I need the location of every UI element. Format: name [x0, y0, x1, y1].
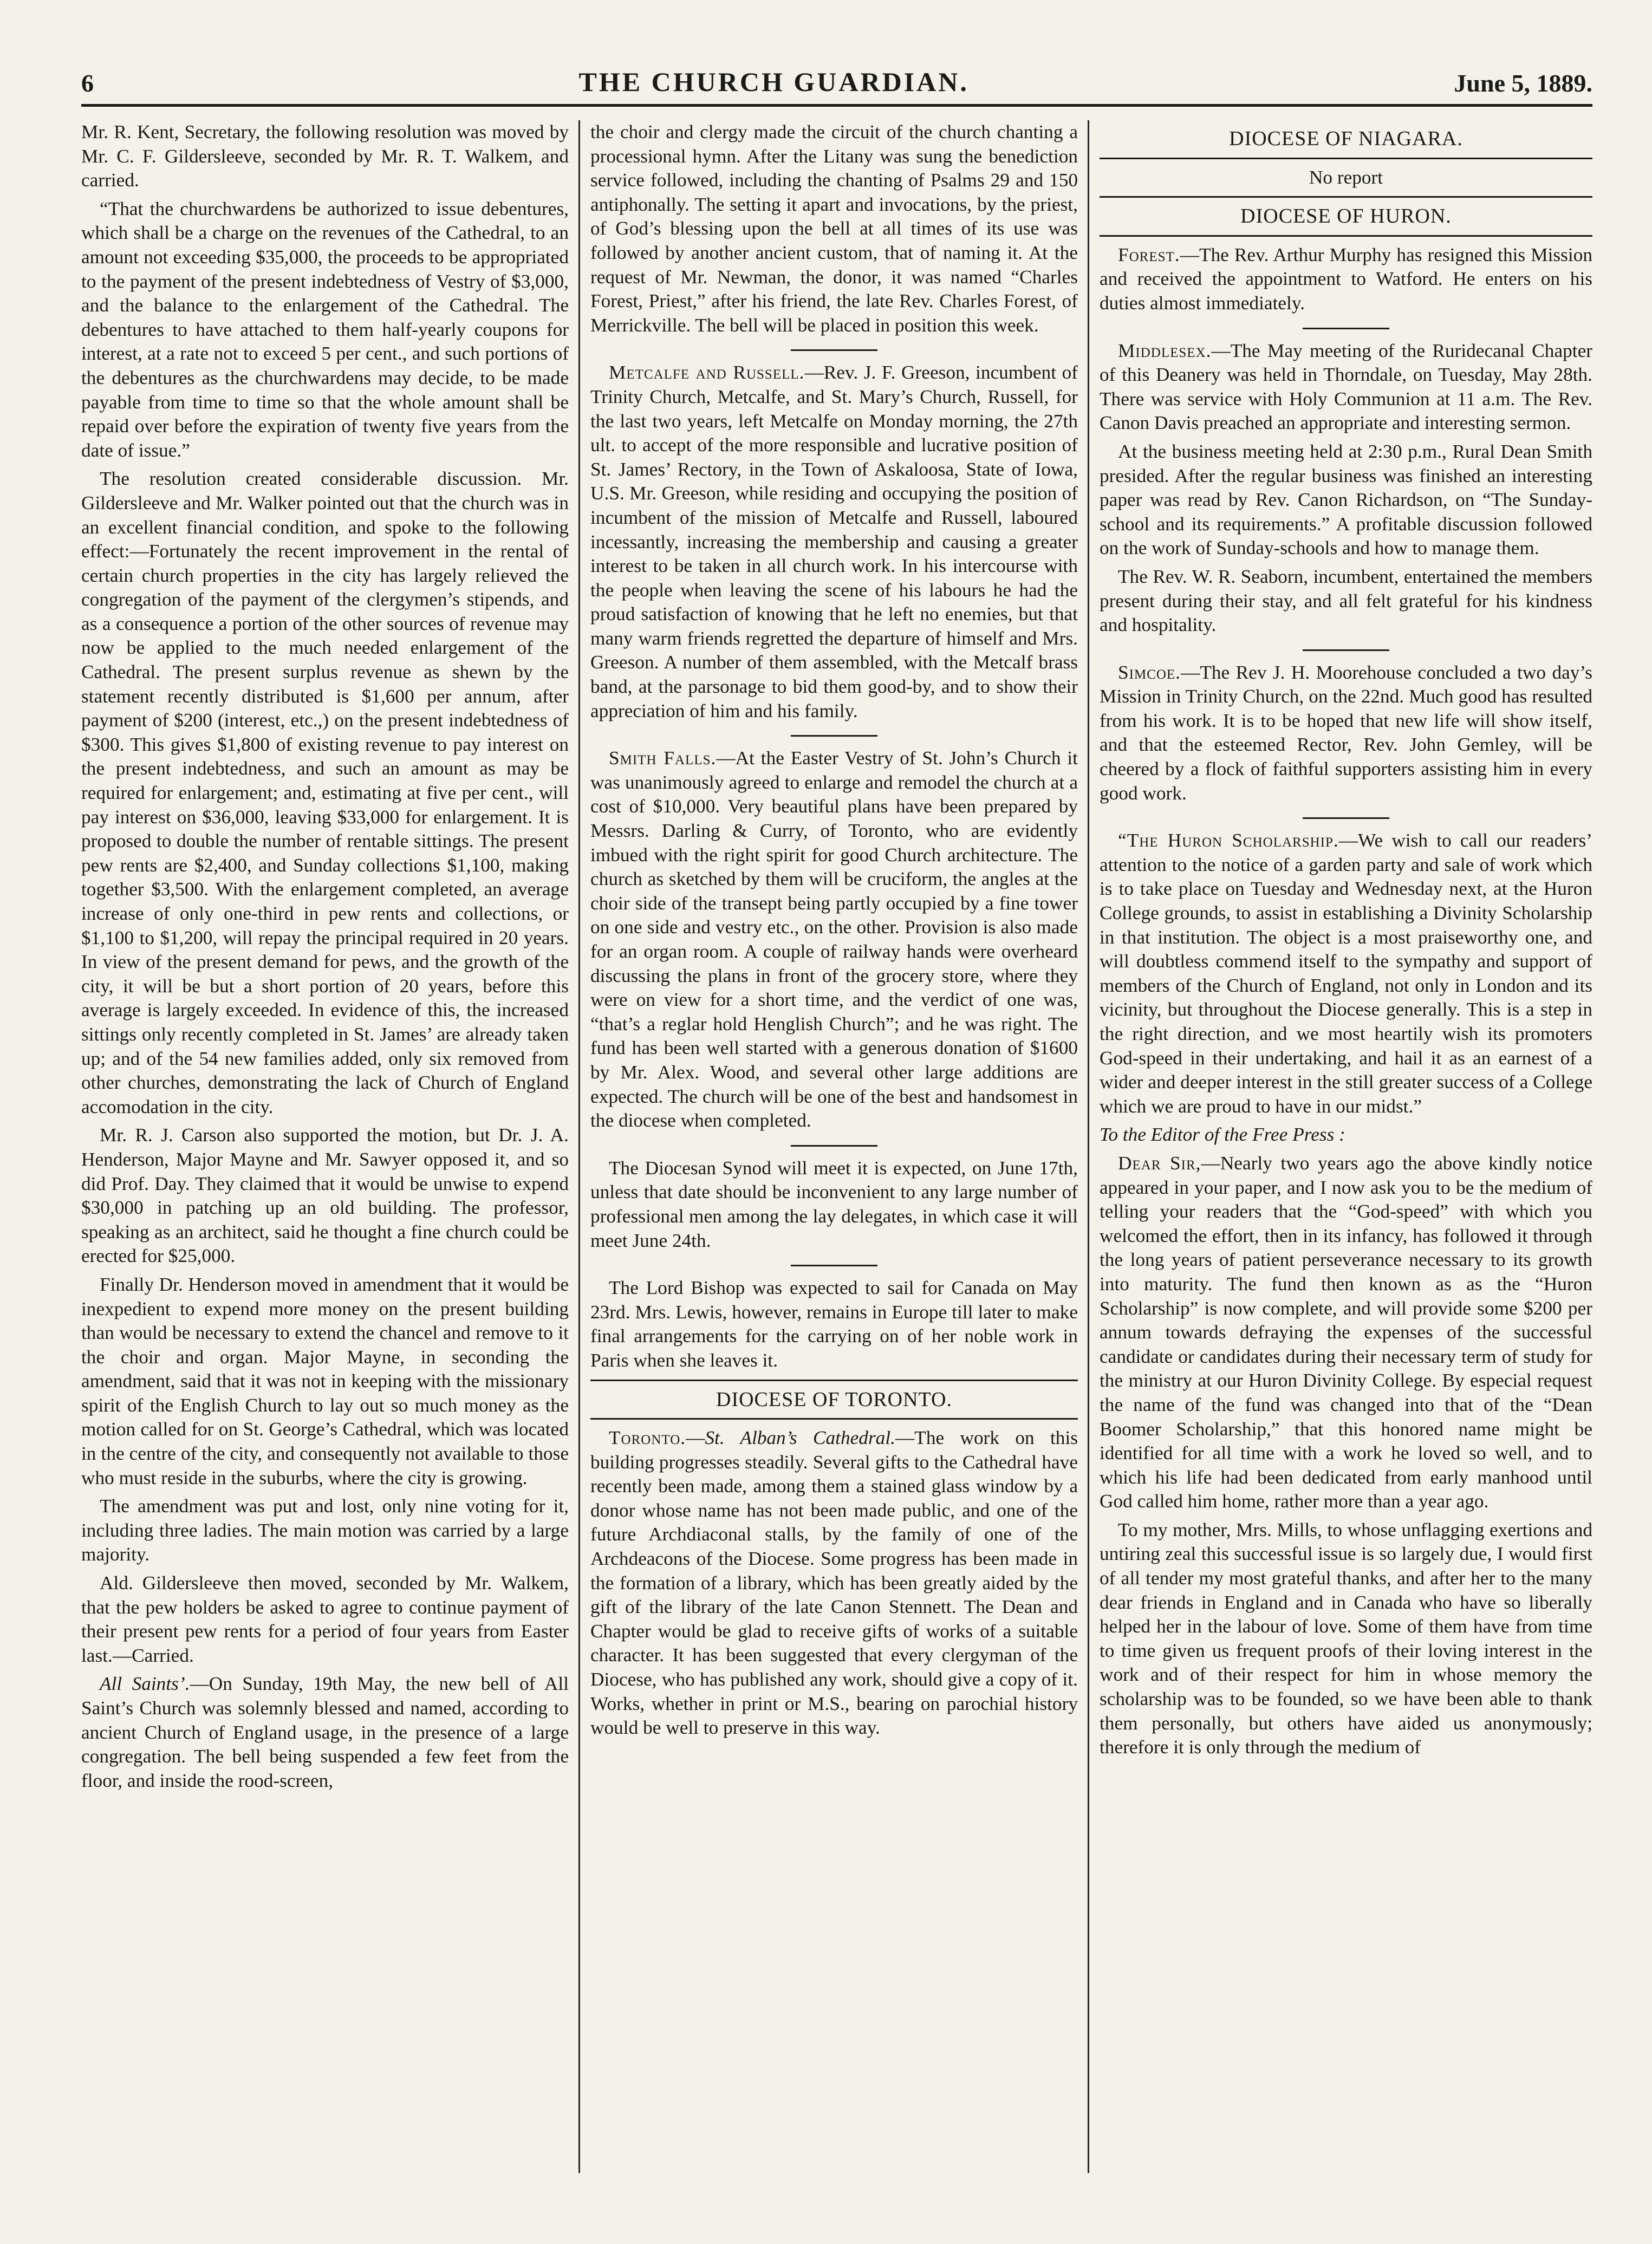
masthead-rule	[81, 104, 1592, 107]
section-divider	[791, 349, 877, 351]
paragraph: To my mother, Mrs. Mills, to whose unflagging exertions and untiring zeal this successful issue is so largely due, I would first of all tender my most grateful thanks, and after her to the many dear friends in England and in Canada who have so liberally helped her in the labour of love. Some of them have from time to time given us frequent proofs of their loving interest in the work and of their respect for him in whose memory the scholarship was to be founded, so we have been able to thank them personally, but others have aided us anonymously; therefore it is only through the medium of	[1100, 1519, 1592, 1758]
article-lead: Simcoe.	[1118, 661, 1181, 683]
paragraph: The amendment was put and lost, only nine voting for it, including three ladies. The main motion was carried by a large majority.	[81, 1495, 569, 1565]
article-lead: “The Huron Scholarship.	[1118, 830, 1339, 851]
article-body: —On Sunday, 19th May, the new bell of All Saint’s Church was solemnly blessed and named, according to ancient Church of England usage, in the presence of a large congregation. The bell being suspended a few feet from the floor, and inside the rood-screen,	[81, 1673, 569, 1791]
paragraph: The resolution created considerable discussion. Mr. Gildersleeve and Mr. Walker pointed out that the church was in an excellent financial condition, and spoke to the following effect:—Fortunately the recent improvement in the rental of certain church properties in the city has largely relieved the congregation of the payment of the clergymen’s stipends, and as a consequence a portion of the other sources of revenue may now be applied to the much needed enlargement of the Cathedral. The present surplus revenue as shewn by the statement recently distributed is $1,600 per annum, after payment of $200 (interest, etc.,) on the present indebtedness of $300. This gives $1,800 of existing revenue to pay interest on the present indebtedness, and such an amount as may be required for enlargement; and, estimating at five per cent., will pay interest on $36,000, leaving $33,000 for enlargement. It is proposed to double the number of rentable sittings. The present pew rents are $2,400, and Sunday collections $1,100, making together $3,500. With the enlargement completed, an average increase of only one-third in pew rents and collections, or $1,100 to $1,200, will repay the principal required in 20 years. In view of the present demand for pews, and the growth of the city, it will be but a short portion of 20 years, before this average is largely exceeded. In evidence of this, the increased sittings only recently completed in St. James’ are already taken up; and of the 54 new families added, only six removed from other churches, demonstrating the lack of Church of England accomodation in the city.	[81, 468, 569, 1117]
article-body: —The Rev. Arthur Murphy has resigned this Mission and received the appointment to Watford. He enters on his duties almost immediately.	[1100, 244, 1592, 314]
article-body: —We wish to call our readers’ attention to the notice of a garden party and sale of work which is to take place on Tuesday and Wednesday next, at the Huron College grounds, to assist in establishing a Divinity Scholarship in that institution. The object is a most praiseworthy one, and will doubtless commend itself to the sympathy and support of members of the Church of England, not only in London and its vicinity, but throughout the Diocese generally. This is a step in the right direction, and we most heartily wish its promoters God-speed in their undertaking, and hail it as an earnest of a wider and deeper interest in the still greater success of a College which we are proud to have in our midst.”	[1100, 830, 1592, 1117]
column-rule	[1088, 120, 1089, 2173]
column-1	[81, 120, 569, 2173]
article-simcoe	[1100, 661, 1592, 806]
paragraph: Mr. R. Kent, Secretary, the following resolution was moved by Mr. C. F. Gildersleeve, seconded by Mr. R. T. Walkem, and carried.	[81, 121, 569, 191]
article-smith-falls	[590, 746, 1078, 1133]
article-body: —The work on this building progresses steadily. Several gifts to the Cathedral have recently been made, among them a stained glass window by a donor whose name has not been made public, and one of the future Archdiaconal stalls, by the family of one of the Archdeacons of the Diocese. Some progress has been made in the formation of a library, which has been greatly aided by the gift of the library of the late Canon Stennett. The Dean and Chapter would be glad to receive gifts of works of a suitable character. It has been suggested that every clergyman of the Diocese, who has published any work, should give a copy of it. Works, whether in print or M.S., bearing on parochial history would be well to preserve in this way.	[590, 1427, 1078, 1739]
paragraph: the choir and clergy made the circuit of the church chanting a processional hymn. After the Litany was sung the benediction service followed, including the chanting of Psalms 29 and 150 antiphonally. The setting it apart and invocations, by the priest, of God’s blessing upon the bell at all times of its use was followed by another ancient custom, that of naming it. At the request of Mr. Newman, the donor, it was named “Charles Forest, Priest,” after his friend, the late Rev. Charles Forest, of Merrickville. The bell will be placed in position this week.	[590, 121, 1078, 336]
article-lead: Smith Falls.	[609, 747, 717, 769]
page-number: 6	[81, 69, 94, 97]
heading-diocese-toronto: DIOCESE OF TORONTO.	[716, 1388, 952, 1411]
paragraph: At the business meeting held at 2:30 p.m., Rural Dean Smith presided. After the regular business was finished an interesting paper was read by Rev. Canon Richardson, on “The Sunday-school and its requirements.” A profitable discussion followed on the work of Sunday-schools and how to manage them.	[1100, 440, 1592, 559]
section-rule	[1100, 235, 1592, 237]
article-lead: Forest.	[1118, 244, 1180, 265]
paragraph: The Diocesan Synod will meet it is expected, on June 17th, unless that date should be inconvenient to any large number of professional men among the lay delegates, in which case it will meet June 24th.	[590, 1157, 1078, 1251]
section-divider	[791, 1145, 877, 1147]
section-rule	[590, 1380, 1078, 1381]
paragraph: The Lord Bishop was expected to sail for Canada on May 23rd. Mrs. Lewis, however, remains in Europe till later to make final arrangements for the carrying on of her noble work in Paris when she leaves it.	[590, 1277, 1078, 1371]
section-rule	[1100, 196, 1592, 198]
article-lead: All Saints’.	[100, 1673, 190, 1695]
article-body: —The May meeting of the Ruridecanal Chapter of this Deanery was held in Thorndale, on Tuesday, May 28th. There was service with Holy Communion at 11 a.m. The Rev. Canon Davis preached an appropriate and interesting sermon.	[1100, 340, 1592, 434]
newspaper-title: THE CHURCH GUARDIAN.	[578, 67, 969, 97]
letter-salutation-editor: To the Editor of the Free Press :	[1100, 1124, 1345, 1146]
paragraph: The Rev. W. R. Seaborn, incumbent, entertained the members present during their stay, and all felt grateful for his kindness and hospitality.	[1100, 565, 1592, 636]
article-toronto: Toronto.—St. Alban’s Cathedral.—The work on this building progresses steadily. Several gifts to the Cathedral have recently been made, among them a stained glass window by a donor whose name has not been made public, and one of the future Archdiaconal stalls, by the family of one of the Archdeacons of the Diocese. Some progress has been made in the formation of a library, which has been greatly aided by the gift of the library of the late Canon Stennett. The Dean and Chapter would be glad to receive gifts of works of a suitable character. It has been suggested that every clergyman of the Diocese, who has published any work, should give a copy of it. Works, whether in print or M.S., bearing on parochial history would be well to preserve in this way.	[590, 1427, 1078, 1739]
article-huron-scholarship	[1100, 829, 1592, 1118]
article-body: —Nearly two years ago the above kindly notice appeared in your paper, and I now ask you to be the medium of telling your readers that the “God-speed” with which you welcomed the effort, then in its infancy, has followed it through the long years of patient perseverance necessary to its growth into maturity. The fund then known as as the “Huron Scholarship” is now complete, and will provide some $200 per annum towards defraying the expenses of the successful candidate or candidates during their necessary term of study for the ministry at our Huron Divinity College. By especial request the name of the fund was changed into that of the “Dean Boomer Scholarship,” that this honored name might be identified for all time with a work he loved so well, and to which his life had been dedicated from early manhood until God called him home, rather more than a year ago.	[1100, 1152, 1592, 1512]
section-rule	[590, 1418, 1078, 1420]
masthead	[81, 54, 1592, 97]
paragraph: Mr. R. J. Carson also supported the motion, but Dr. J. A. Henderson, Major Mayne and Mr. Sawyer opposed it, and so did Prof. Day. They claimed that it would be unwise to expend $30,000 in patching up an old building. The professor, speaking as an architect, said he thought a fine church could be erected for $25,000.	[81, 1124, 569, 1267]
article-body: —Rev. J. F. Greeson, incumbent of Trinity Church, Metcalfe, and St. Mary’s Church, Russell, for the last two years, left Metcalfe on Monday morning, the 27th ult. to accept of the more responsible and lucrative position of St. James’ Rectory, in the Town of Askaloosa, State of Iowa, U.S. Mr. Greeson, while residing and occupying the position of incumbent of the mission of Metcalfe and Russell, laboured incessantly, increasing the membership and causing a greater interest to be taken in all church work. In his intercourse with the people when leaving the scene of his labours he had the proud satisfaction of knowing that he left no enemies, but that many warm friends regretted the departure of himself and Mrs. Greeson. A number of them assembled, with the Metcalf brass band, at the parsonage to bid them good-by, and to show their appreciation of him and his family.	[590, 362, 1078, 721]
article-all-saints	[81, 1672, 569, 1793]
section-divider	[791, 735, 877, 737]
heading-diocese-huron: DIOCESE OF HURON.	[1240, 205, 1452, 228]
article-lead: Dear Sir,	[1118, 1152, 1201, 1174]
article-sublead: St. Alban’s Cathedral.	[705, 1427, 895, 1449]
section-divider	[791, 1265, 877, 1266]
column-2	[590, 120, 1078, 2173]
resolution-text: “That the churchwardens be authorized to issue debentures, which shall be a charge on the revenues of the Cathedral, to an amount not exceeding $35,000, the proceeds to be appropriated to the payment of the present indebtedness of Vestry of $3,000, and the balance to the enlargement of the Cathedral. The debentures to have attached to them half-yearly coupons for interest, at a rate not to exceed 5 per cent., and such portions of the debentures as the churchwardens may decide, to be made payable from time to time so that the whole amount shall be repaid over before the expiration of twenty five years from the date of issue.”	[81, 198, 569, 461]
heading-diocese-niagara: DIOCESE OF NIAGARA.	[1229, 127, 1463, 150]
letter-body	[1100, 1152, 1592, 1514]
paragraph: Finally Dr. Henderson moved in amendment that it would be inexpedient to expend more money on the present building than would be necessary to extend the chancel and remove to it the choir and organ. Major Mayne, in seconding the amendment, said that it was not in keeping with the missionary spirit of the English Church to lay out so much money as the motion called for on St. George’s Cathedral, which was located in the centre of the city, and consequently not available to those who must reside in the suburbs, where the city is growing.	[81, 1273, 569, 1488]
article-lead: Middlesex.	[1118, 340, 1212, 361]
column-rule	[578, 120, 580, 2173]
niagara-note: No report	[1309, 166, 1383, 188]
article-lead: Metcalfe and Russell.	[609, 362, 805, 383]
issue-date: June 5, 1889.	[1454, 69, 1592, 97]
section-divider	[1303, 817, 1389, 819]
article-body: —The Rev J. H. Moorehouse concluded a two day’s Mission in Trinity Church, on the 22nd. Much good has resulted from his work. It is to be hoped that new life will show itself, and that the esteemed Rector, Rev. John Gemley, will be cheered by a flock of faithful supporters assisting him in every good work.	[1100, 661, 1592, 804]
section-divider	[1303, 328, 1389, 329]
article-lead: Toronto.	[609, 1427, 686, 1449]
article-forest	[1100, 243, 1592, 316]
paragraph: Ald. Gildersleeve then moved, seconded by Mr. Walkem, that the pew holders be asked to agree to continue payment of their present pew rents for a period of four years from Easter last.—Carried.	[81, 1572, 569, 1666]
section-divider	[1303, 649, 1389, 651]
article-body: —At the Easter Vestry of St. John’s Church it was unanimously agreed to enlarge and remodel the church at a cost of $10,000. Very beautiful plans have been prepared by Messrs. Darling & Curry, of Toronto, who are evidently imbued with the right spirit for good Church architecture. The church as sketched by them will be cruciform, the angles at the choir side of the transept being partly occupied by a fine tower on one side and vestry etc., on the other. Provision is also made for an organ room. A couple of railway hands were overheard discussing the plans in front of the grocery store, where they were on view for a short time, and the verdict of one was, “that’s a reglar hold Henglish Church”; and he was right. The fund has been well started with a generous donation of $1600 by Mr. Alex. Wood, and several other large additions are expected. The church will be one of the best and handsomest in the diocese when completed.	[590, 747, 1078, 1131]
article-metcalfe-russell	[590, 361, 1078, 723]
column-3	[1100, 120, 1592, 2173]
section-rule	[1100, 158, 1592, 159]
article-middlesex	[1100, 339, 1592, 435]
